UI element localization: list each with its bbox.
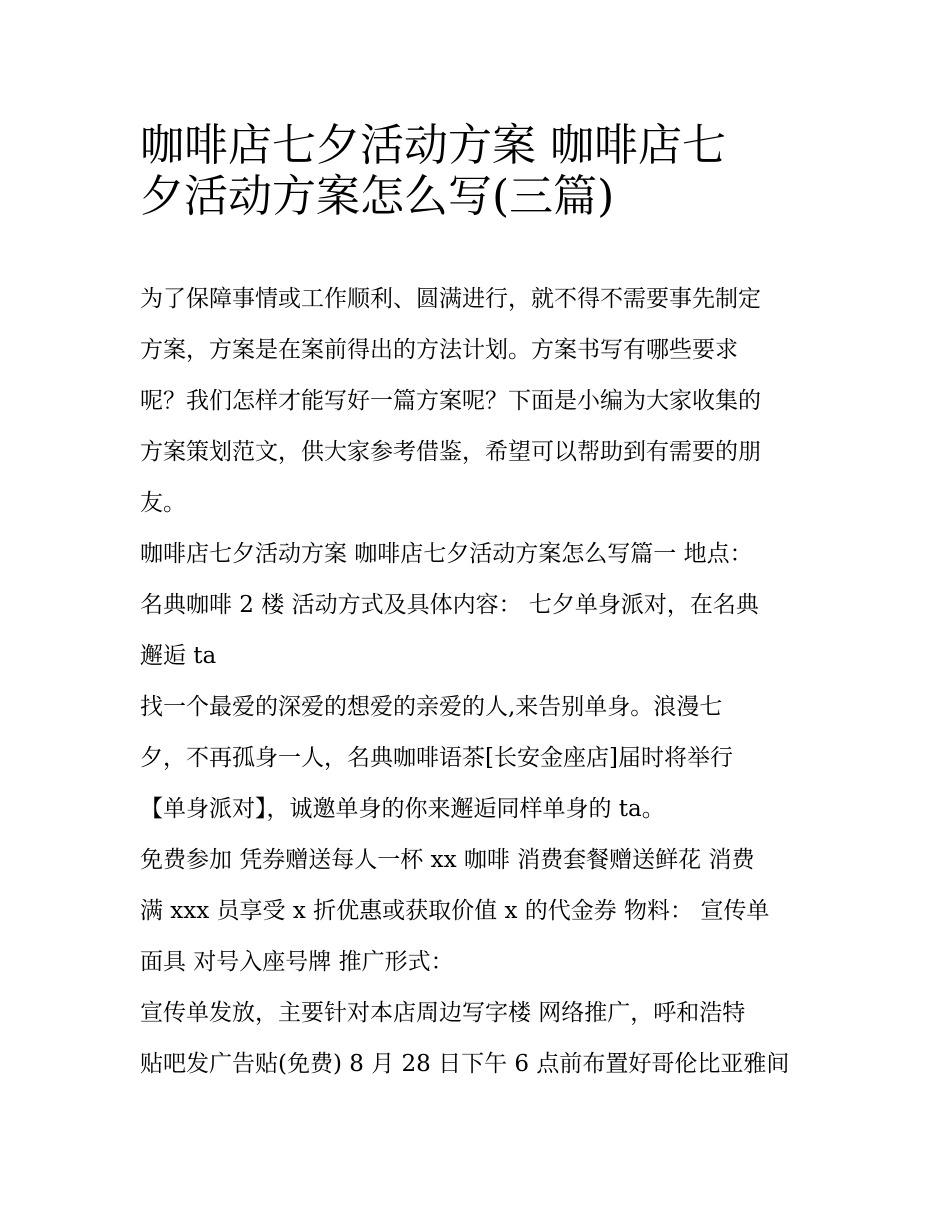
text-line: 夕，不再孤身一人，名典咖啡语茶[长安金座店]届时将举行 <box>140 745 733 771</box>
text-line: 为了保障事情或工作顺利、圆满进行，就不得不需要事先制定 <box>140 286 761 312</box>
text-line: 方案策划范文，供大家参考借鉴，希望可以帮助到有需要的朋 <box>140 439 761 465</box>
offers-paragraph <box>140 835 820 988</box>
text-line: 满 xxx 员享受 x 折优惠或获取价值 x 的代金券 物料： 宣传单 <box>140 898 770 924</box>
text-line: 免费参加 凭券赠送每人一杯 xx 咖啡 消费套餐赠送鲜花 消费 <box>140 847 755 873</box>
text-line: 宣传单发放，主要针对本店周边写字楼 网络推广，呼和浩特 <box>140 1000 746 1026</box>
intro-paragraph <box>140 274 820 529</box>
text-line: 找一个最爱的深爱的想爱的亲爱的人,来告别单身。浪漫七 <box>140 694 723 720</box>
promotion-paragraph <box>140 988 820 1090</box>
text-line: 咖啡店七夕活动方案 咖啡店七夕活动方案怎么写篇一 地点： <box>140 541 753 567</box>
text-line: 呢？我们怎样才能写好一篇方案呢？下面是小编为大家收集的 <box>140 388 761 414</box>
title-line: 咖啡店七夕活动方案 咖啡店七 <box>140 120 726 171</box>
text-line: 贴吧发广告贴(免费) 8 月 28 日下午 6 点前布置好哥伦比亚雅间 <box>140 1051 790 1077</box>
title-line: 夕活动方案怎么写(三篇) <box>140 171 615 222</box>
section-one-paragraph <box>140 529 820 682</box>
text-line: 方案，方案是在案前得出的方法计划。方案书写有哪些要求 <box>140 337 738 363</box>
document-title <box>140 112 820 222</box>
text-line: 名典咖啡 2 楼 活动方式及具体内容： 七夕单身派对，在名典 <box>140 592 759 618</box>
event-description-paragraph <box>140 682 820 835</box>
text-line: 面具 对号入座号牌 推广形式： <box>140 949 454 975</box>
text-line: 邂逅 ta <box>140 643 217 669</box>
text-line: 【单身派对】，诚邀单身的你来邂逅同样单身的 ta。 <box>140 796 665 822</box>
text-line: 友。 <box>140 490 186 516</box>
